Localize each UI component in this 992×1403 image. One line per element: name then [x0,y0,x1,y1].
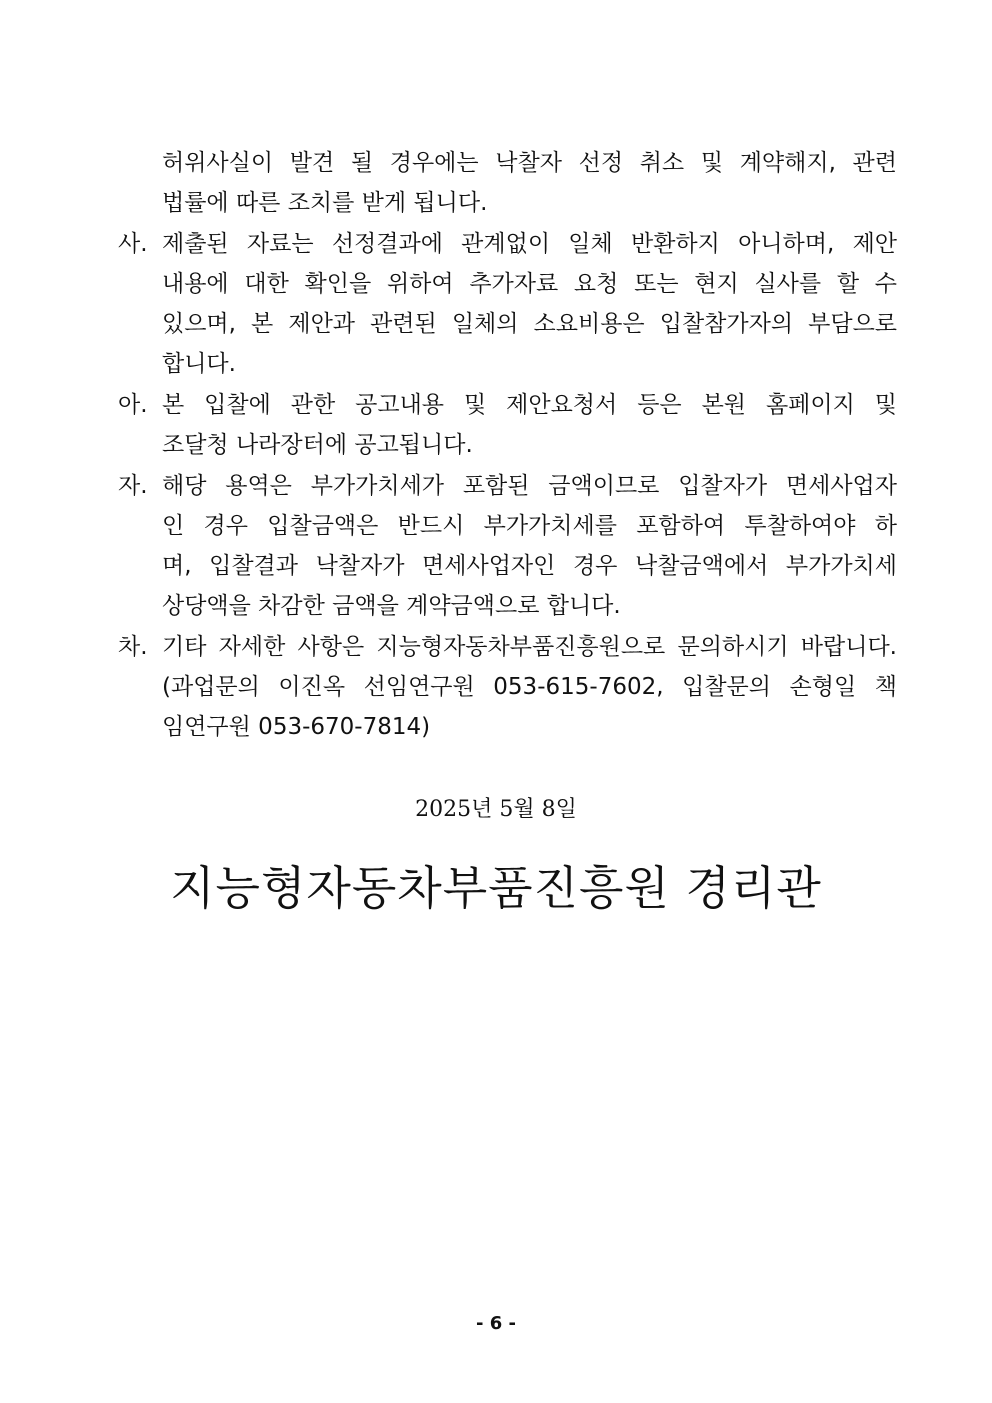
body-line: 며, 입찰결과 낙찰자가 면세사업자인 경우 낙찰금액에서 부가가치세 [162,553,897,579]
document-date: 2025년 5월 8일 [415,797,577,822]
item-marker-cha: 차. [118,634,148,660]
body-line: 기타 자세한 사항은 지능형자동차부품진흥원으로 문의하시기 바랍니다. [162,634,897,660]
body-line: 임연구원 053-670-7814) [162,714,431,740]
item-marker-a: 아. [118,392,148,418]
body-line: 법률에 따른 조치를 받게 됩니다. [162,190,488,216]
body-line: (과업문의 이진옥 선임연구원 053-615-7602, 입찰문의 손형일 책 [162,674,897,700]
body-line: 허위사실이 발견 될 경우에는 낙찰자 선정 취소 및 계약해지, 관련 [162,150,897,176]
page-number: - 6 - [476,1313,516,1334]
issuer-signature: 지능형자동차부품진흥원 경리관 [170,861,822,915]
body-line: 제출된 자료는 선정결과에 관계없이 일체 반환하지 아니하며, 제안 [162,231,897,257]
body-line: 인 경우 입찰금액은 반드시 부가가치세를 포함하여 투찰하여야 하 [162,513,897,539]
body-line: 본 입찰에 관한 공고내용 및 제안요청서 등은 본원 홈페이지 및 [162,392,897,418]
item-marker-ja: 자. [118,473,148,499]
body-line: 해당 용역은 부가가치세가 포함된 금액이므로 입찰자가 면세사업자 [162,473,897,499]
body-line: 합니다. [162,351,236,377]
body-line: 있으며, 본 제안과 관련된 일체의 소요비용은 입찰참가자의 부담으로 [162,311,897,337]
body-line: 내용에 대한 확인을 위하여 추가자료 요청 또는 현지 실사를 할 수 [162,271,897,297]
body-line: 조달청 나라장터에 공고됩니다. [162,432,473,458]
body-line: 상당액을 차감한 금액을 계약금액으로 합니다. [162,593,621,619]
item-marker-sa: 사. [118,231,148,257]
